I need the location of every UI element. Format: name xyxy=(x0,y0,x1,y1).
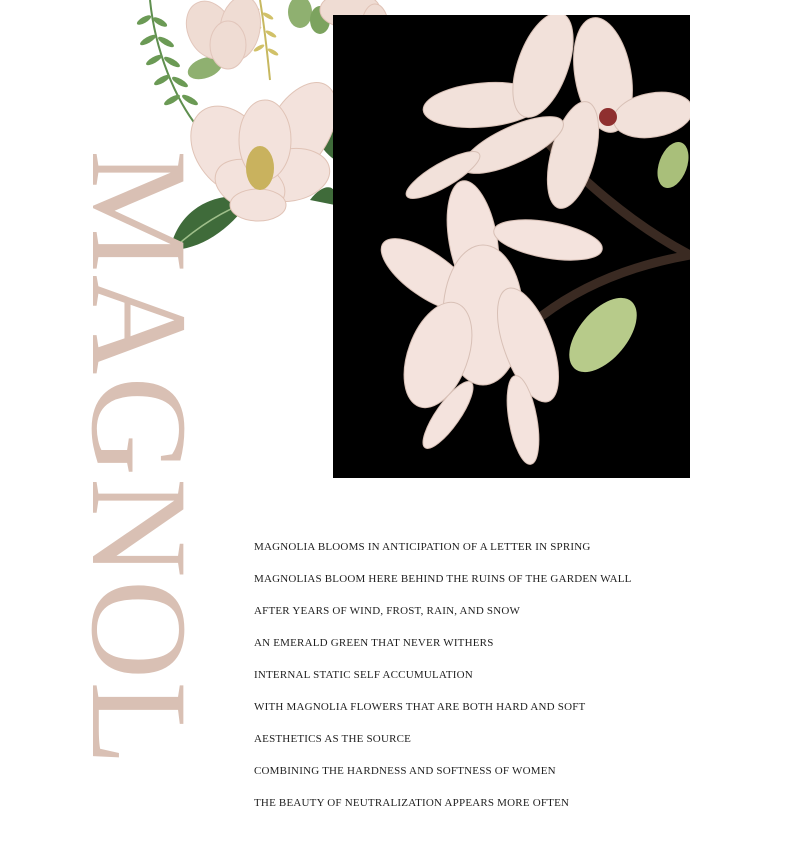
vertical-title: MAGNOL xyxy=(63,150,216,768)
poem-line: COMBINING THE HARDNESS AND SOFTNESS OF WOMEN xyxy=(254,765,556,777)
poem-line: WITH MAGNOLIA FLOWERS THAT ARE BOTH HARD AND SOFT xyxy=(254,701,586,713)
poem-line: MAGNOLIA BLOOMS IN ANTICIPATION OF A LETTER IN SPRING xyxy=(254,541,591,553)
poem-line: THE BEAUTY OF NEUTRALIZATION APPEARS MORE OFTEN xyxy=(254,797,570,809)
poem-line: AFTER YEARS OF WIND, FROST, RAIN, AND SNOW xyxy=(254,605,521,617)
poem-line: MAGNOLIAS BLOOM HERE BEHIND THE RUINS OF THE GARDEN WALL xyxy=(254,573,632,585)
poem-line: AN EMERALD GREEN THAT NEVER WITHERS xyxy=(254,637,494,649)
magnolia-branch-photo xyxy=(333,15,690,478)
poem-line: AESTHETICS AS THE SOURCE xyxy=(254,733,412,745)
poem-line: INTERNAL STATIC SELF ACCUMULATION xyxy=(254,669,473,681)
poem-text xyxy=(254,538,632,826)
